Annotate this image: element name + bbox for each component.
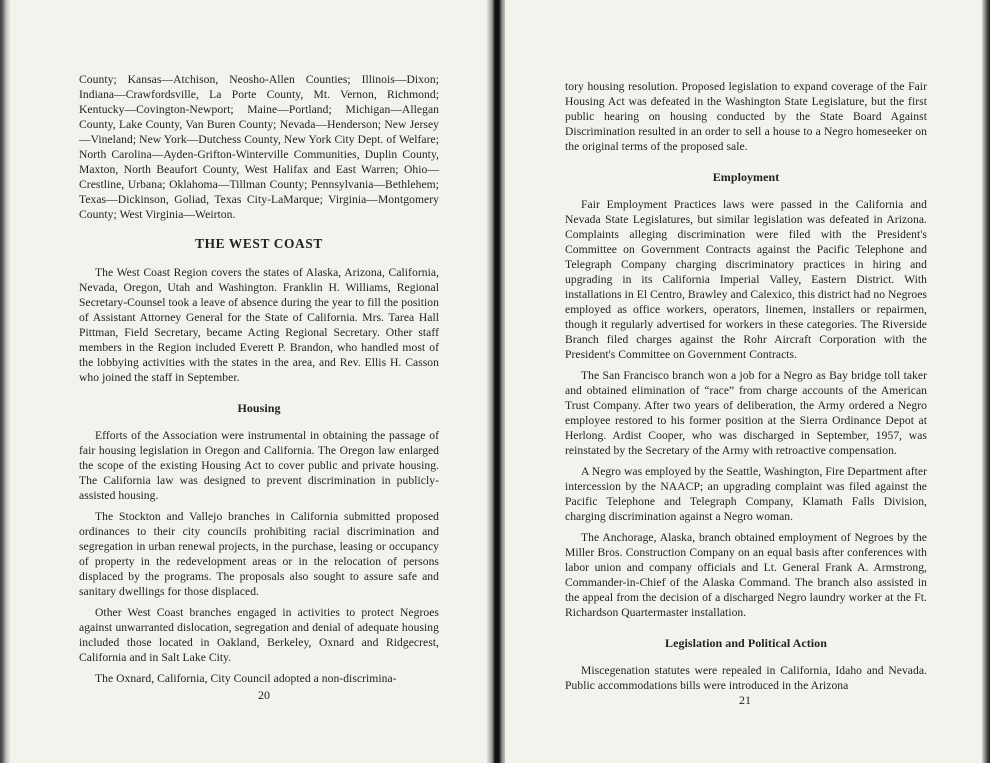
left-page-edge (0, 0, 10, 763)
page-number-left: 20 (258, 688, 270, 702)
continuation-paragraph: tory housing resolution. Proposed legislation to expand coverage of the Fair Housing Act was defeated in the Washington State Legislature, but the first public hearing on housing conducted by the State Board Against Discrimination resulted in an order to sell a house to a Negro homeseeker on the original terms of the proposed sale. (565, 80, 927, 153)
housing-paragraph: Efforts of the Association were instrumental in obtaining the passage of fair housing legislation in Oregon and California. The Oregon law enlarged the scope of the existing Housing Act to cover public and private housing. The California law was designed to prevent discrimination in publicly-assisted housing. (79, 429, 439, 502)
housing-paragraph: The Oxnard, California, City Council adopted a non-discrimina- (95, 672, 397, 685)
page-number-right: 21 (739, 693, 751, 707)
legislation-paragraph: Miscegenation statutes were repealed in California, Idaho and Nevada. Public accommodations bills were introduced in the Arizona (565, 664, 927, 692)
employment-paragraph: A Negro was employed by the Seattle, Washington, Fire Department after intercession by the NAACP; an upgrading complaint was filed against the Pacific Telephone and Telegraph Company, Klamath Falls Division, charging discrimination against a Negro woman. (565, 465, 927, 523)
housing-heading: Housing (237, 401, 281, 415)
left-text-column (79, 72, 439, 686)
employment-paragraph: Fair Employment Practices laws were passed in the California and Nevada State Legislatures, but similar legislation was defeated in Arizona. Complaints alleging discrimination were filed with the President's Committee on Government Contracts against the Pacific Telephone and Telegraph Company charging discriminatory practices in hiring and upgrading in its California Imperial Valley, Eastern District. With installations in El Centro, Brawley and Calexico, this district had no Negroes employed as office workers, operators, linemen, installers or repairmen, though it regularly advertised for workers in these categories. The Riverside Branch filed charges against the Rohr Aircraft Corporation with the President's Committee on Government Contracts. (565, 198, 927, 361)
housing-paragraph: Other West Coast branches engaged in activities to protect Negroes against unwarranted dislocation, segregation and denial of adequate housing included those located in Oakland, Berkeley, Oxnard and Ridgecrest, California and in Salt Lake City. (79, 606, 439, 664)
legislation-heading: Legislation and Political Action (665, 636, 827, 650)
right-page-edge (982, 0, 990, 763)
employment-heading: Employment (712, 170, 780, 184)
housing-paragraph: The Stockton and Vallejo branches in California submitted proposed ordinances to their city councils prohibiting racial discrimination and segregation in urban renewal projects, in the purchase, leasing or occupancy of property in the redevelopment areas or in the relocation of persons displaced by the programs. The proposals also sought to assure safe and sanitary dwellings for those displaced. (79, 510, 439, 598)
west-coast-paragraph: The West Coast Region covers the states of Alaska, Arizona, California, Nevada, Oregon, Utah and Washington. Franklin H. Williams, Regional Secretary-Counsel took a leave of absence during the year to fill the position of Assistant Attorney General for the State of California. Mrs. Tarea Hall Pittman, Field Secretary, became Acting Regional Secretary. Other staff members in the Region included Everett P. Brandon, who handled most of the lobbying activities with the states in the area, and Rev. Ellis H. Casson who joined the staff in September. (79, 266, 439, 384)
employment-paragraph: The San Francisco branch won a job for a Negro as Bay bridge toll taker and obtained elimination of “race” from charge accounts of the American Trust Company. After two years of deliberation, the Army ordered a Negro employee restored to his former position at the Sierra Ordinance Depot at Herlong. Ardist Cooper, who was discharged in September, 1957, was reinstated by the Secretary of the Army with retroactive compensation. (565, 369, 927, 457)
section-heading-west-coast: THE WEST COAST (195, 236, 323, 251)
right-page (505, 0, 990, 763)
employment-paragraph: The Anchorage, Alaska, branch obtained employment of Negroes by the Miller Bros. Construction Company on an equal basis after conferences with labor union and company officials and Lt. General Frank A. Armstrong, Commander-in-Chief of the Alaska Command. The branch also assisted in the appeal from the decision of a discharged Negro laundry worker at the Ft. Richardson Quartermaster installation. (565, 531, 927, 619)
intro-paragraph: County; Kansas—Atchison, Neosho-Allen Counties; Illinois—Dixon; Indiana—Crawfordsville, La Porte County, Mt. Vernon, Richmond; Kentucky—Covington-Newport; Maine—Portland; Michigan—Allegan County, Lake County, Van Buren County; Nevada—Henderson; New Jersey—Vineland; New York—Dutchess County, New York City Dept. of Welfare; North Carolina—Ayden-Grifton-Winterville Communities, Duplin County, Maxton, North Beaufort County, West Halifax and East Warren; Ohio—Crestline, Urbana; Oklahoma—Tillman County; Pennsylvania—Bethlehem; Texas—Dickinson, Goliad, Texas City-LaMarque; Virginia—Montgomery County; West Virginia—Weirton. (79, 73, 439, 221)
right-text-column (565, 79, 927, 693)
